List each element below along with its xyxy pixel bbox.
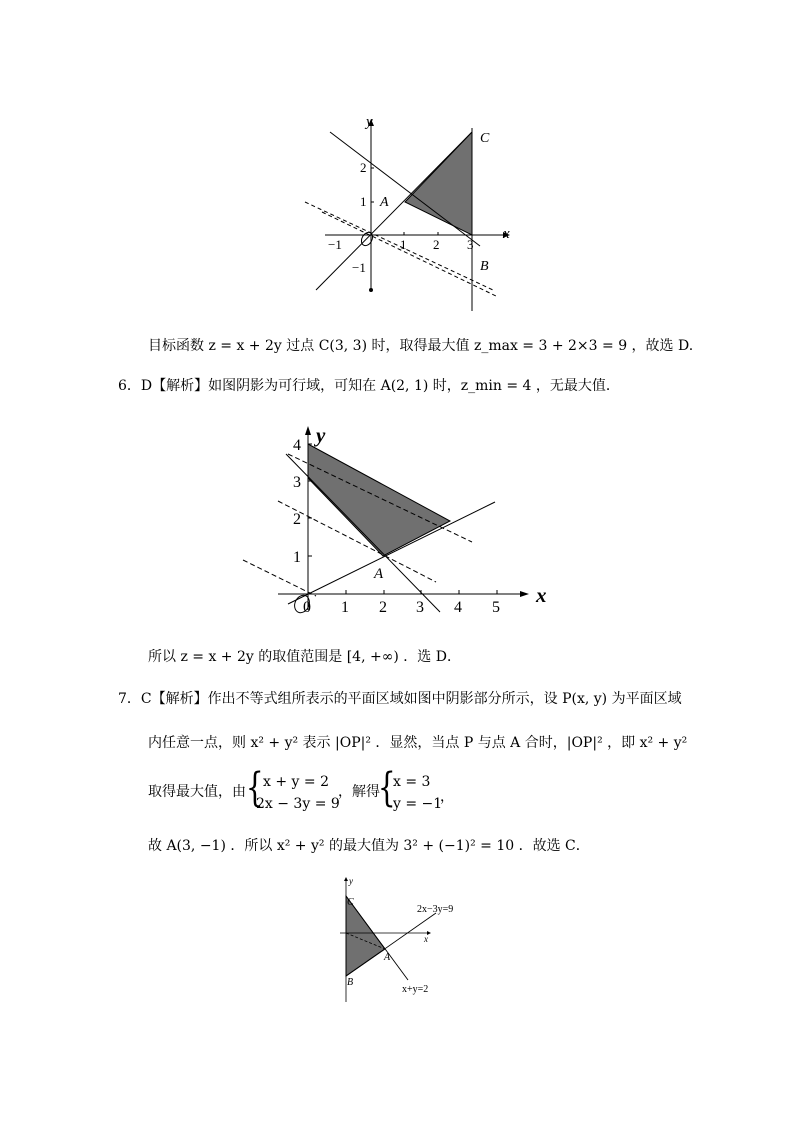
- point-label-a: A: [384, 952, 391, 963]
- point-label-b: B: [347, 977, 354, 988]
- tick-y-4: 4: [293, 437, 301, 454]
- solution-7-line-1: 7．C【解析】作出不等式组所表示的平面区域如图中阴影部分所示，设 P(x, y) 为平面区域: [118, 691, 682, 707]
- shaded-region: [308, 444, 450, 556]
- solution-6-header: 6．D【解析】如图阴影为可行域，可知在 A(2, 1) 时，z_min = 4 ，无最大值．: [118, 378, 620, 394]
- figure-1-feasible-region: [300, 108, 520, 318]
- tick-x-2: 2: [433, 237, 440, 252]
- system-1-eq-1: x + y = 2: [263, 774, 329, 790]
- y-axis-end-dot: [369, 288, 373, 292]
- tick-x-5: 5: [492, 599, 500, 616]
- tick-x-4: 4: [454, 599, 462, 616]
- x-axis-label: x: [536, 583, 547, 607]
- solution-6-range: 所以 z = x + 2y 的取值范围是 [4, +∞) ．选 D．: [148, 649, 461, 665]
- point-label-a: A: [374, 566, 384, 582]
- tick-x-1: 1: [341, 599, 349, 616]
- tick-x-1: 1: [400, 237, 407, 252]
- system-2-eq-2: y = −1: [393, 796, 443, 812]
- dashed-level-line-3: [243, 560, 316, 596]
- shaded-region: [405, 132, 472, 235]
- y-axis-label: y: [366, 114, 373, 130]
- shaded-region: [346, 896, 385, 976]
- point-label-b: B: [480, 259, 489, 274]
- figure-2-feasible-region: [240, 420, 560, 620]
- solution-5-conclusion: 目标函数 z = x + 2y 过点 C(3, 3) 时，取得最大值 z_max = 3 + 2×3 = 9 ，故选 D.: [148, 338, 694, 354]
- tick-x-3: 3: [467, 237, 474, 252]
- solution-7-line-3-pre: 取得最大值，由: [148, 784, 246, 800]
- tick-x-0: 0: [303, 599, 311, 616]
- system-2-eq-1: x = 3: [393, 774, 431, 790]
- solution-7-line-2: 内任意一点，则 x² + y² 表示 |OP|² ．显然，当点 P 与点 A 合时，|OP|² ，即 x² + y²: [148, 735, 688, 751]
- solution-7-line-3-mid: ，解得: [338, 784, 380, 800]
- tick-y-1: 1: [360, 194, 367, 209]
- tick-y-2: 2: [360, 160, 367, 175]
- tick-x-2: 2: [379, 599, 387, 616]
- y-axis-label: y: [316, 423, 326, 447]
- y-axis-label: y: [349, 876, 353, 886]
- point-label-c: C: [480, 131, 490, 146]
- solution-7-line-3-post: ，: [440, 789, 454, 805]
- line2-label: x+y=2: [402, 984, 429, 995]
- figure-3-feasible-region: [320, 872, 470, 1007]
- system-2-brace: {: [377, 765, 396, 811]
- tick-x-minus1: −1: [328, 237, 342, 252]
- point-label-c: C: [347, 897, 354, 908]
- tick-x-3: 3: [416, 599, 424, 616]
- tick-y-1: 1: [293, 549, 301, 566]
- x-axis-label: x: [424, 934, 428, 944]
- point-label-a: A: [380, 195, 389, 210]
- x-axis-arrow: [520, 591, 529, 597]
- tick-y-2: 2: [293, 511, 301, 528]
- tick-y-3: 3: [293, 474, 301, 491]
- solution-7-line-4: 故 A(3, −1) ．所以 x² + y² 的最大值为 3² + (−1)² = 10 ．故选 C．: [148, 838, 590, 854]
- line1-label: 2x−3y=9: [417, 904, 454, 915]
- system-1-brace: {: [245, 765, 264, 811]
- x-axis-label: x: [503, 226, 510, 242]
- tick-y-minus1: −1: [352, 260, 366, 275]
- y-axis-arrow: [305, 426, 311, 435]
- system-1-eq-2: 2x − 3y = 9: [256, 796, 340, 812]
